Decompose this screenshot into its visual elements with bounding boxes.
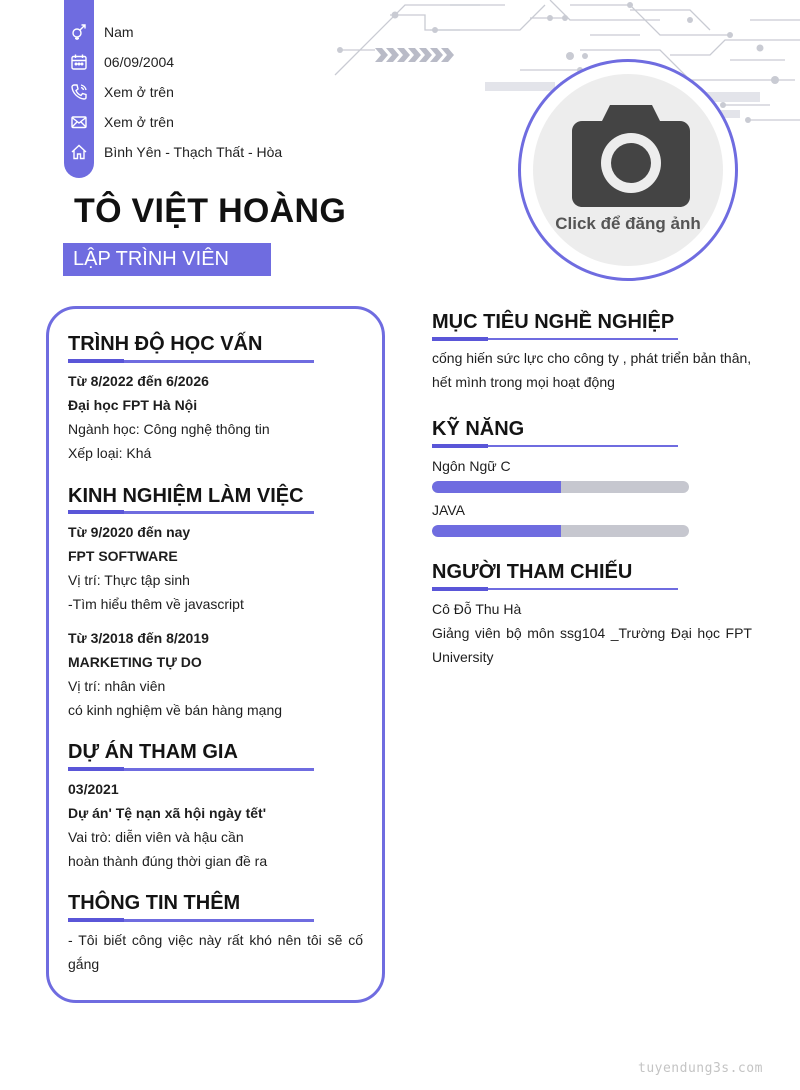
- experience-role: Vị trí: Thực tập sinh: [68, 572, 190, 588]
- home-icon: [64, 137, 94, 167]
- education-rank: Xếp loại: Khá: [68, 445, 152, 461]
- project-role: Vai trò: diễn viên và hậu cần: [68, 829, 244, 845]
- education-school: Đại học FPT Hà Nội: [68, 397, 198, 413]
- project-result: hoàn thành đúng thời gian đề ra: [68, 853, 268, 869]
- contact-gender: [64, 17, 134, 47]
- birthday-value: 06/09/2004: [104, 54, 175, 70]
- calendar-icon: [64, 47, 94, 77]
- skill-name: Ngôn Ngữ C: [432, 458, 511, 474]
- contact-phone: [64, 77, 174, 107]
- projects-heading: DỰ ÁN THAM GIA: [68, 741, 238, 763]
- education-heading: TRÌNH ĐỘ HỌC VẤN: [68, 333, 263, 355]
- gender-value: Nam: [104, 24, 134, 40]
- experience-desc: có kinh nghiệm về bán hàng mạng: [68, 702, 283, 718]
- phone-icon: [64, 77, 94, 107]
- extra-heading-rule: [68, 919, 314, 922]
- experience-company: MARKETING TỰ DO: [68, 654, 202, 670]
- skills-heading-rule: [432, 445, 678, 447]
- references-heading: NGƯỜI THAM CHIẾU: [432, 561, 633, 583]
- education-heading-rule: [68, 360, 314, 363]
- project-date: 03/2021: [68, 781, 119, 797]
- objective-heading-rule: [432, 338, 678, 340]
- mail-icon: [64, 107, 94, 137]
- reference-name: Cô Đỗ Thu Hà: [432, 601, 522, 617]
- extra-heading: THÔNG TIN THÊM: [68, 892, 241, 914]
- address-value: Bình Yên - Thạch Thất - Hòa: [104, 144, 283, 160]
- skill-bar-fill: [432, 481, 561, 493]
- references-heading-rule: [432, 588, 678, 590]
- experience-period: Từ 3/2018 đến 8/2019: [68, 630, 209, 646]
- project-name: Dự án' Tệ nạn xã hội ngày tết': [68, 805, 267, 821]
- skills-heading: KỸ NĂNG: [432, 418, 525, 440]
- phone-value: Xem ở trên: [104, 84, 174, 100]
- contact-address: [64, 137, 282, 167]
- skill-bar: [432, 481, 689, 493]
- job-title: LẬP TRÌNH VIÊN: [63, 243, 271, 276]
- extra-text: - Tôi biết công việc này rất khó nên tôi sẽ cố gắng: [68, 932, 363, 972]
- education-period: Từ 8/2022 đến 6/2026: [68, 373, 209, 389]
- email-value: Xem ở trên: [104, 114, 174, 130]
- candidate-name: TÔ VIỆT HOÀNG: [74, 192, 347, 230]
- skill-bar: [432, 525, 689, 537]
- objective-heading: MỤC TIÊU NGHỀ NGHIỆP: [432, 311, 675, 333]
- experience-role: Vị trí: nhân viên: [68, 678, 166, 694]
- skill-bar-fill: [432, 525, 561, 537]
- photo-placeholder[interactable]: [533, 74, 723, 266]
- contact-birthday: [64, 47, 174, 77]
- photo-caption[interactable]: Click để đăng ảnh: [555, 214, 701, 233]
- gender-icon: [64, 17, 94, 47]
- experience-period: Từ 9/2020 đến nay: [68, 524, 191, 540]
- experience-heading: KINH NGHIỆM LÀM VIỆC: [68, 485, 304, 507]
- reference-detail: Giảng viên bộ môn ssg104 _Trường Đại học FPT University: [432, 625, 752, 665]
- photo-upload[interactable]: [518, 59, 738, 281]
- education-major: Ngành học: Công nghệ thông tin: [68, 421, 270, 437]
- experience-company: FPT SOFTWARE: [68, 548, 178, 564]
- experience-desc: -Tìm hiểu thêm về javascript: [68, 596, 244, 612]
- watermark: tuyendung3s.com: [638, 1061, 763, 1076]
- experience-heading-rule: [68, 511, 314, 514]
- contact-email: [64, 107, 174, 137]
- skill-name: JAVA: [432, 502, 465, 518]
- projects-heading-rule: [68, 768, 314, 771]
- objective-text: cống hiến sức lực cho công ty , phát triển bản thân, hết mình trong mọi hoạt động: [432, 350, 752, 390]
- camera-icon: [572, 105, 690, 207]
